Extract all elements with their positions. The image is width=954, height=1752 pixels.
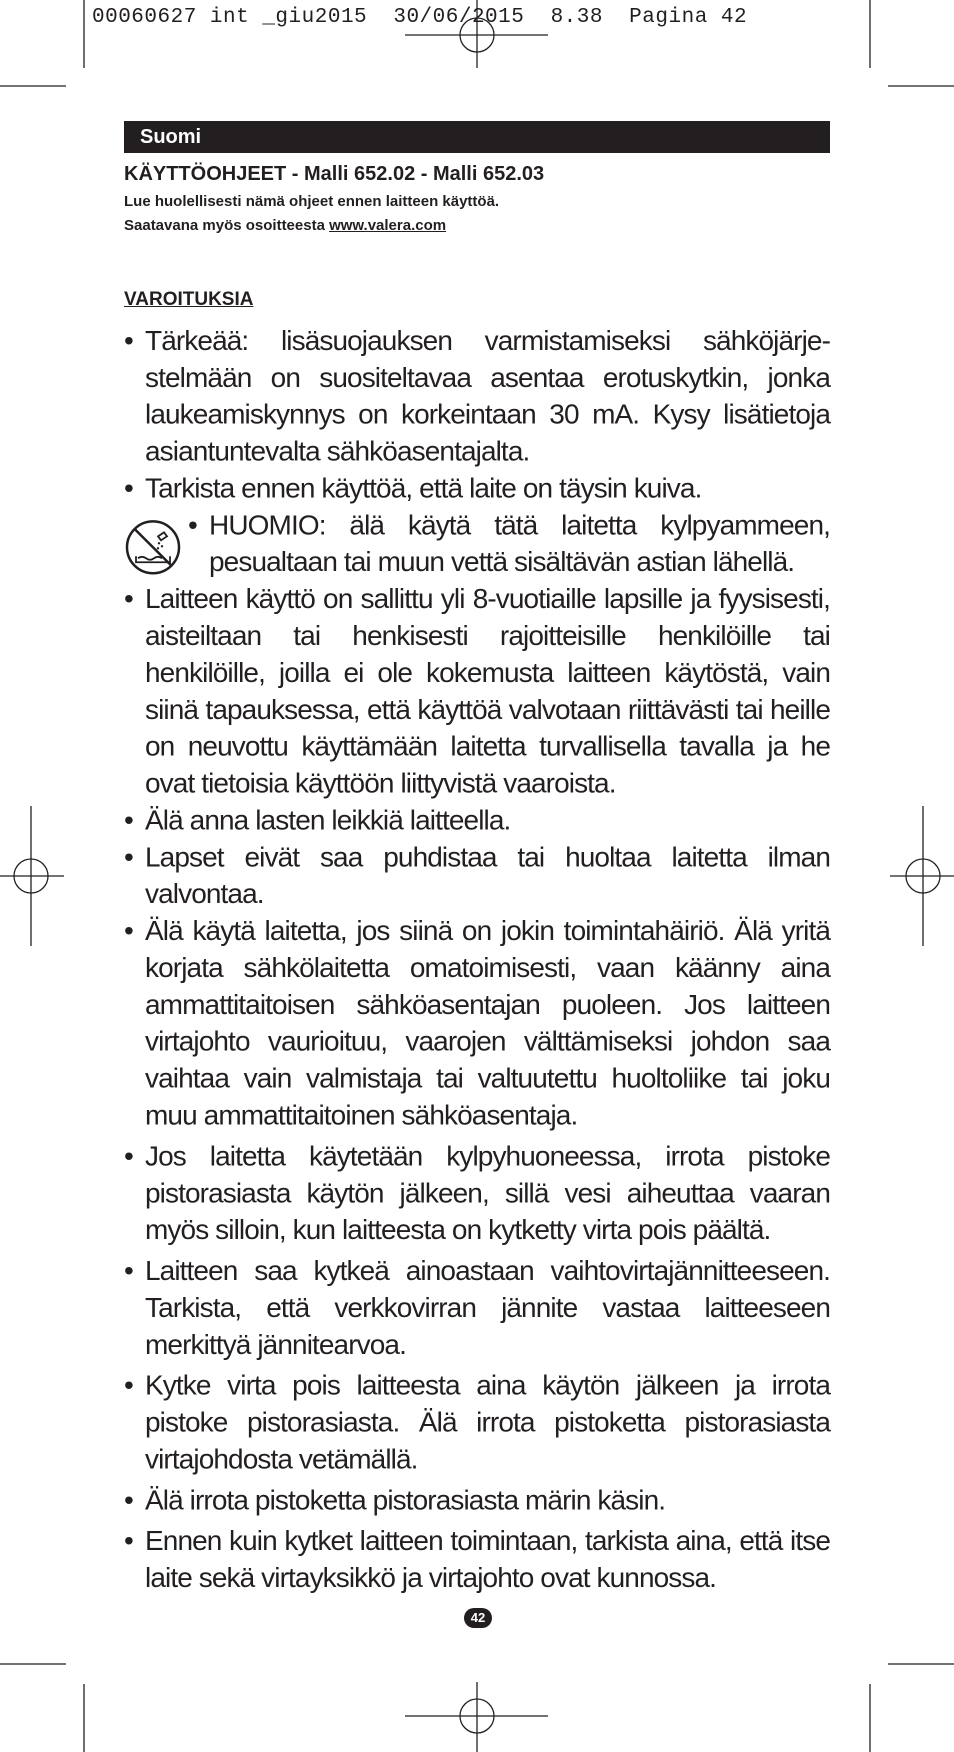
list-item-with-icon [124,506,830,580]
list-item: • Ennen kuin kytket laitteen toimintaan, tarkista aina, että itse laite sekä virtayksikkö ja virtajohto ovat kunnossa. [124,1522,830,1596]
list-item: • Laitteen saa kytkeä ainoastaan vaihtovirtajännitteeseen. Tarkista, että verkkovirran jännite vastaa laitteeseen merkittyä jännitearvoa. [124,1252,830,1363]
read-instructions-note: Lue huolellisesti nämä ohjeet ennen laitteen käyttöä. [124,193,500,210]
document-title: KÄYTTÖOHJEET - Malli 652.02 - Malli 652.03 [124,163,545,185]
list-item: • Älä käytä laitetta, jos siinä on jokin toimintahäiriö. Älä yritä korjata sähkölaitetta omatoimisesti, vaan käänny aina ammattitaitoisen sähköasentajan puoleen. Jos laitteen virtajohto vaurioituu, vaarojen välttämiseksi johdon saa vaihtaa vain valmistaja tai valtuutettu huoltoliike tai joku muu ammattitaitoinen sähköasentaja. [124,912,830,1133]
section-title: VAROITUKSIA [124,289,254,310]
list-item: • Kytke virta pois laitteesta aina käytön jälkeen ja irrota pistoke pistorasiasta. Älä irrota pistoketta pistorasiasta virtajohdosta vetämällä. [124,1367,830,1478]
availability-prefix: Saatavana myös osoitteesta [124,217,330,234]
language-bar: Suomi [124,121,830,153]
list-item: • Laitteen käyttö on sallittu yli 8-vuotiaille lapsille ja fyysisesti, aisteiltaan tai henkisesti rajoitteisille henkilöille tai henkilöille, joilla ei ole kokemusta laitteen käytöstä, vain siinä tapauksessa, että käyttöä valvotaan riittävästi tai heille on neuvottu käyttämään laitetta turvallisella tavalla ja he ovat tietoisia käyttöön liittyvistä vaaroista. [124,580,830,801]
website-link[interactable]: www.valera.com [329,217,447,234]
list-item-text: HUOMIO: älä käytä tätä laitetta kylpyammeen, pesualtaan tai muun vettä sisältävän astian lähellä. [209,509,830,578]
list-item: • Älä irrota pistoketta pistorasiasta märin käsin. [124,1481,830,1518]
list-item: • Tärkeää: lisäsuojauksen varmistamiseksi sähköjärje-stelmään on suositeltavaa asentaa erotuskytkin, jonka laukeamiskynnys on korkeintaan 30 mA. Kysy lisätietoja asiantuntevalta sähköasentajalta. [124,322,830,470]
warnings-list [124,322,830,1596]
availability-note [124,217,446,234]
list-item: • Jos laitetta käytetään kylpyhuoneessa, irrota pistoke pistorasiasta käytön jälkeen, sillä vesi aiheuttaa vaaran myös silloin, kun laitteesta on kytketty virta pois päältä. [124,1137,830,1248]
page-number-badge: 42 [464,1608,492,1628]
print-slug: 00060627 int _giu2015 30/06/2015 8.38 Pagina 42 [92,6,748,29]
list-item: • Lapset eivät saa puhdistaa tai huoltaa laitetta ilman valvontaa. [124,838,830,912]
no-water-bath-icon [124,518,182,576]
list-item: • Tarkista ennen käyttöä, että laite on täysin kuiva. [124,470,830,507]
list-item: • Älä anna lasten leikkiä laitteella. [124,802,830,839]
